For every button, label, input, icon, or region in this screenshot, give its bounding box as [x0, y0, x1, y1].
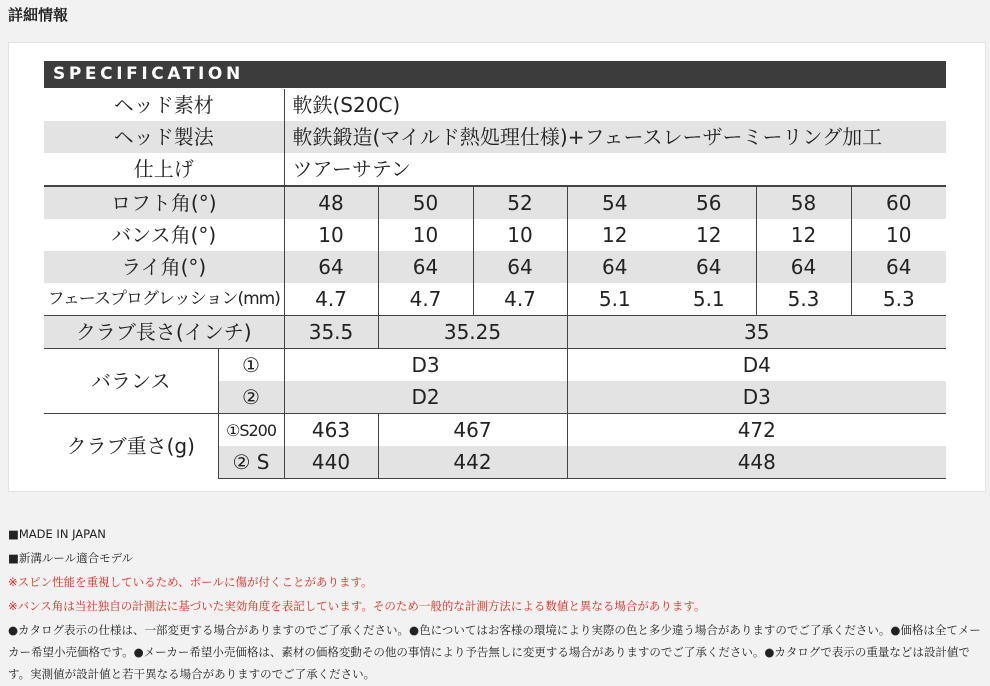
note-made-in: ■MADE IN JAPAN [8, 527, 106, 541]
note-warning-spin: ※スピン性能を重視しているため、ボールに傷が付くことがあります。 [8, 575, 373, 589]
weight-key-2: ② S [218, 446, 284, 479]
row-loft [44, 186, 946, 219]
row-club-length [44, 316, 946, 349]
row-weight-1 [44, 414, 946, 447]
weight-1-48: 463 [284, 414, 378, 447]
club-length-label: クラブ長さ(インチ) [44, 316, 284, 349]
bounce-48: 10 [284, 219, 378, 251]
fp-58: 5.3 [756, 283, 851, 316]
fp-56: 5.1 [692, 286, 725, 311]
lie-58: 64 [756, 251, 851, 283]
balance-1-54-60: D4 [567, 349, 946, 382]
loft-54: 54 [567, 186, 662, 219]
bounce-54: 12 [567, 219, 662, 251]
length-54-60: 35 [567, 316, 946, 349]
lie-56: 64 [662, 251, 756, 283]
weight-1-54-60: 472 [567, 414, 946, 447]
balance-2-48-52: D2 [284, 381, 567, 414]
finish-value: ツアーサテン [284, 153, 946, 186]
bounce-56: 12 [696, 222, 722, 247]
length-50-52: 35.25 [378, 316, 567, 349]
note-warning-bounce: ※バンス角は当社独自の計測法に基づいた実効角度を表記しています。そのため一般的な計測方法による数値と異なる場合があります。 [8, 599, 706, 613]
fp-50: 4.7 [378, 283, 473, 316]
fp-54: 5.1 [567, 283, 662, 316]
row-finish [44, 153, 946, 186]
fp-60: 5.3 [851, 283, 946, 316]
loft-label: ロフト角(°) [44, 186, 284, 219]
face-progression-label: フェースプログレッション(mm) [47, 288, 280, 309]
bounce-58: 12 [756, 219, 851, 251]
row-bounce [44, 219, 946, 251]
loft-48: 48 [284, 186, 378, 219]
bounce-60: 10 [851, 219, 946, 251]
lie-48: 64 [284, 251, 378, 283]
head-material-label: ヘッド素材 [113, 92, 214, 117]
weight-2-54-60: 448 [567, 446, 946, 479]
fp-52: 4.7 [473, 283, 567, 316]
weight-2-50-52: 442 [378, 446, 567, 479]
bounce-52: 10 [473, 219, 567, 251]
balance-2-54-60: D3 [567, 381, 946, 414]
bounce-50: 10 [378, 219, 473, 251]
head-method-label: ヘッド製法 [44, 121, 284, 153]
loft-56: 56 [662, 186, 756, 219]
note-groove-rule: ■新溝ルール適合モデル [8, 551, 134, 565]
lie-54: 64 [567, 251, 662, 283]
notes [8, 522, 986, 685]
row-lie [44, 251, 946, 283]
spec-table [44, 89, 946, 479]
row-head-material [44, 89, 946, 121]
weight-key-1: ①S200 [218, 414, 284, 447]
lie-52: 64 [473, 251, 567, 283]
spec-header: SPECIFICATION [44, 61, 946, 88]
weight-1-50-52: 467 [378, 414, 567, 447]
balance-key-1: ① [218, 349, 284, 382]
row-face-progression [44, 283, 946, 316]
head-material-value: 軟鉄(S20C) [284, 89, 946, 121]
lie-60: 64 [851, 251, 946, 283]
section-title: 詳細情報 [8, 6, 69, 24]
length-48: 35.5 [284, 316, 378, 349]
finish-label: 仕上げ [133, 156, 194, 181]
weight-label: クラブ重さ(g) [44, 414, 218, 479]
fp-48: 4.7 [284, 283, 378, 316]
balance-label: バランス [44, 349, 218, 414]
head-method-value: 軟鉄鍛造(マイルド熱処理仕様)+フェースレーザーミーリング加工 [284, 121, 946, 153]
loft-52: 52 [473, 186, 567, 219]
note-disclaimer: ●カタログ表示の仕様は、一部変更する場合がありますのでご了承ください。●色についてはお客様の環境により実際の色と多少違う場合がありますのでご了承ください。●価格は全てメーカー希望小売価格です。●メーカー希望小売価格は、素材の価格変動その他の事情により予告無しに変更する場合がありますのでご了承ください。●カタログで表示の重量などは設計値です。実測値が設計値と若干異なる場合がありますのでご了承ください。 [8, 623, 981, 681]
row-head-method [44, 121, 946, 153]
lie-label: ライ角(°) [44, 251, 284, 283]
loft-60: 60 [851, 186, 946, 219]
bounce-label: バンス角(°) [111, 222, 217, 247]
weight-2-48: 440 [284, 446, 378, 479]
loft-50: 50 [378, 186, 473, 219]
loft-58: 58 [756, 186, 851, 219]
row-balance-1 [44, 349, 946, 382]
lie-50: 64 [378, 251, 473, 283]
balance-key-2: ② [218, 381, 284, 414]
balance-1-48-52: D3 [284, 349, 567, 382]
